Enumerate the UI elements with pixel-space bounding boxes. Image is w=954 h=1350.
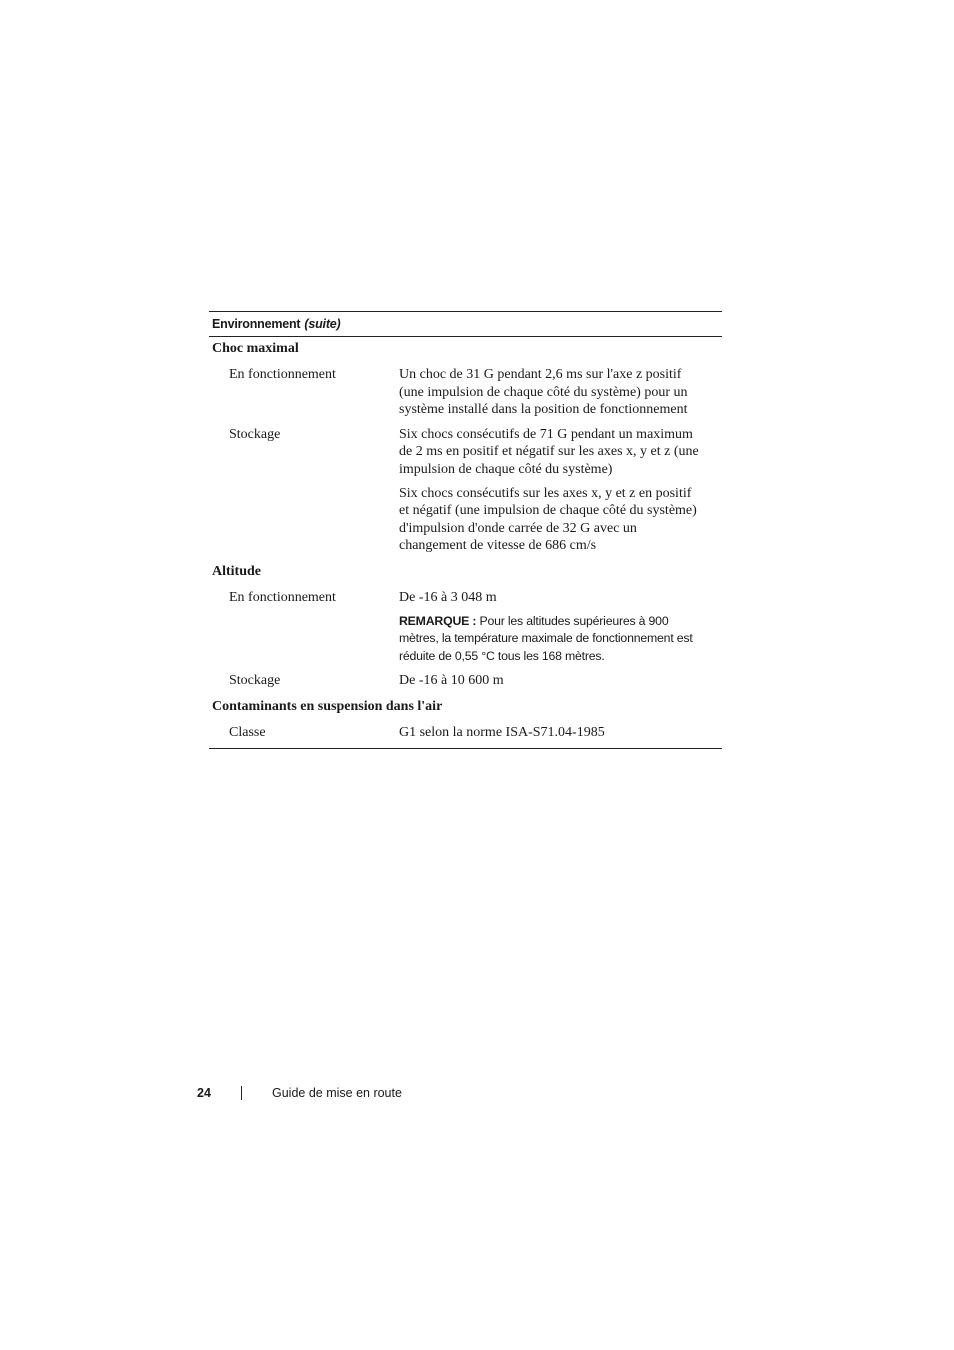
spec-table (209, 311, 722, 749)
page-footer (197, 1084, 402, 1102)
note-label: REMARQUE : (399, 613, 477, 628)
row-contaminants-classe (209, 724, 722, 742)
footer-title: Guide de mise en route (272, 1086, 402, 1100)
row-label: En fonctionnement (229, 367, 336, 382)
table-header (209, 312, 722, 337)
row-value-text: De -16 à 3 048 m (399, 589, 497, 605)
row-choc-fonctionnement (209, 366, 722, 419)
note (399, 613, 702, 666)
row-altitude-stockage (209, 672, 722, 690)
row-value-paragraph-1: Six chocs consécutifs de 71 G pendant un maximum de 2 ms en positif et négatif sur les axes x, y et z (une impulsion de chaque côté du système) (399, 426, 699, 477)
row-label: Classe (229, 724, 266, 740)
row-value: G1 selon la norme ISA-S71.04-1985 (399, 724, 605, 740)
row-choc-stockage (209, 426, 722, 555)
row-value (399, 426, 702, 555)
row-value: De -16 à 10 600 m (399, 673, 504, 689)
page-number: 24 (197, 1086, 211, 1100)
note-text: Pour les altitudes supérieures à 900 mètres, la température maximale de fonctionnement est réduite de 0,55 °C tous les 168 mètres. (399, 613, 693, 663)
footer-separator (241, 1086, 242, 1100)
section-title-choc: Choc maximal (212, 341, 299, 356)
row-altitude-fonctionnement (209, 589, 722, 665)
row-value: Un choc de 31 G pendant 2,6 ms sur l'axe z positif (une impulsion de chaque côté du système) pour un système installé dans la position de fonctionnement (399, 367, 688, 418)
table-title-suffix: (suite) (304, 317, 341, 331)
section-title-altitude: Altitude (212, 563, 261, 579)
table-title: Environnement (212, 317, 301, 331)
row-label: Stockage (229, 673, 281, 689)
row-label: En fonctionnement (229, 589, 336, 605)
row-value (399, 589, 702, 665)
row-value-paragraph-2: Six chocs consécutifs sur les axes x, y et z en positif et négatif (une impulsion de chaque côté du système) d'impulsion d'onde carrée de 32 G avec un changement de vitesse de 686 cm/s (399, 485, 697, 554)
row-label: Stockage (229, 426, 281, 442)
section-title-contaminants: Contaminants en suspension dans l'air (212, 698, 443, 714)
